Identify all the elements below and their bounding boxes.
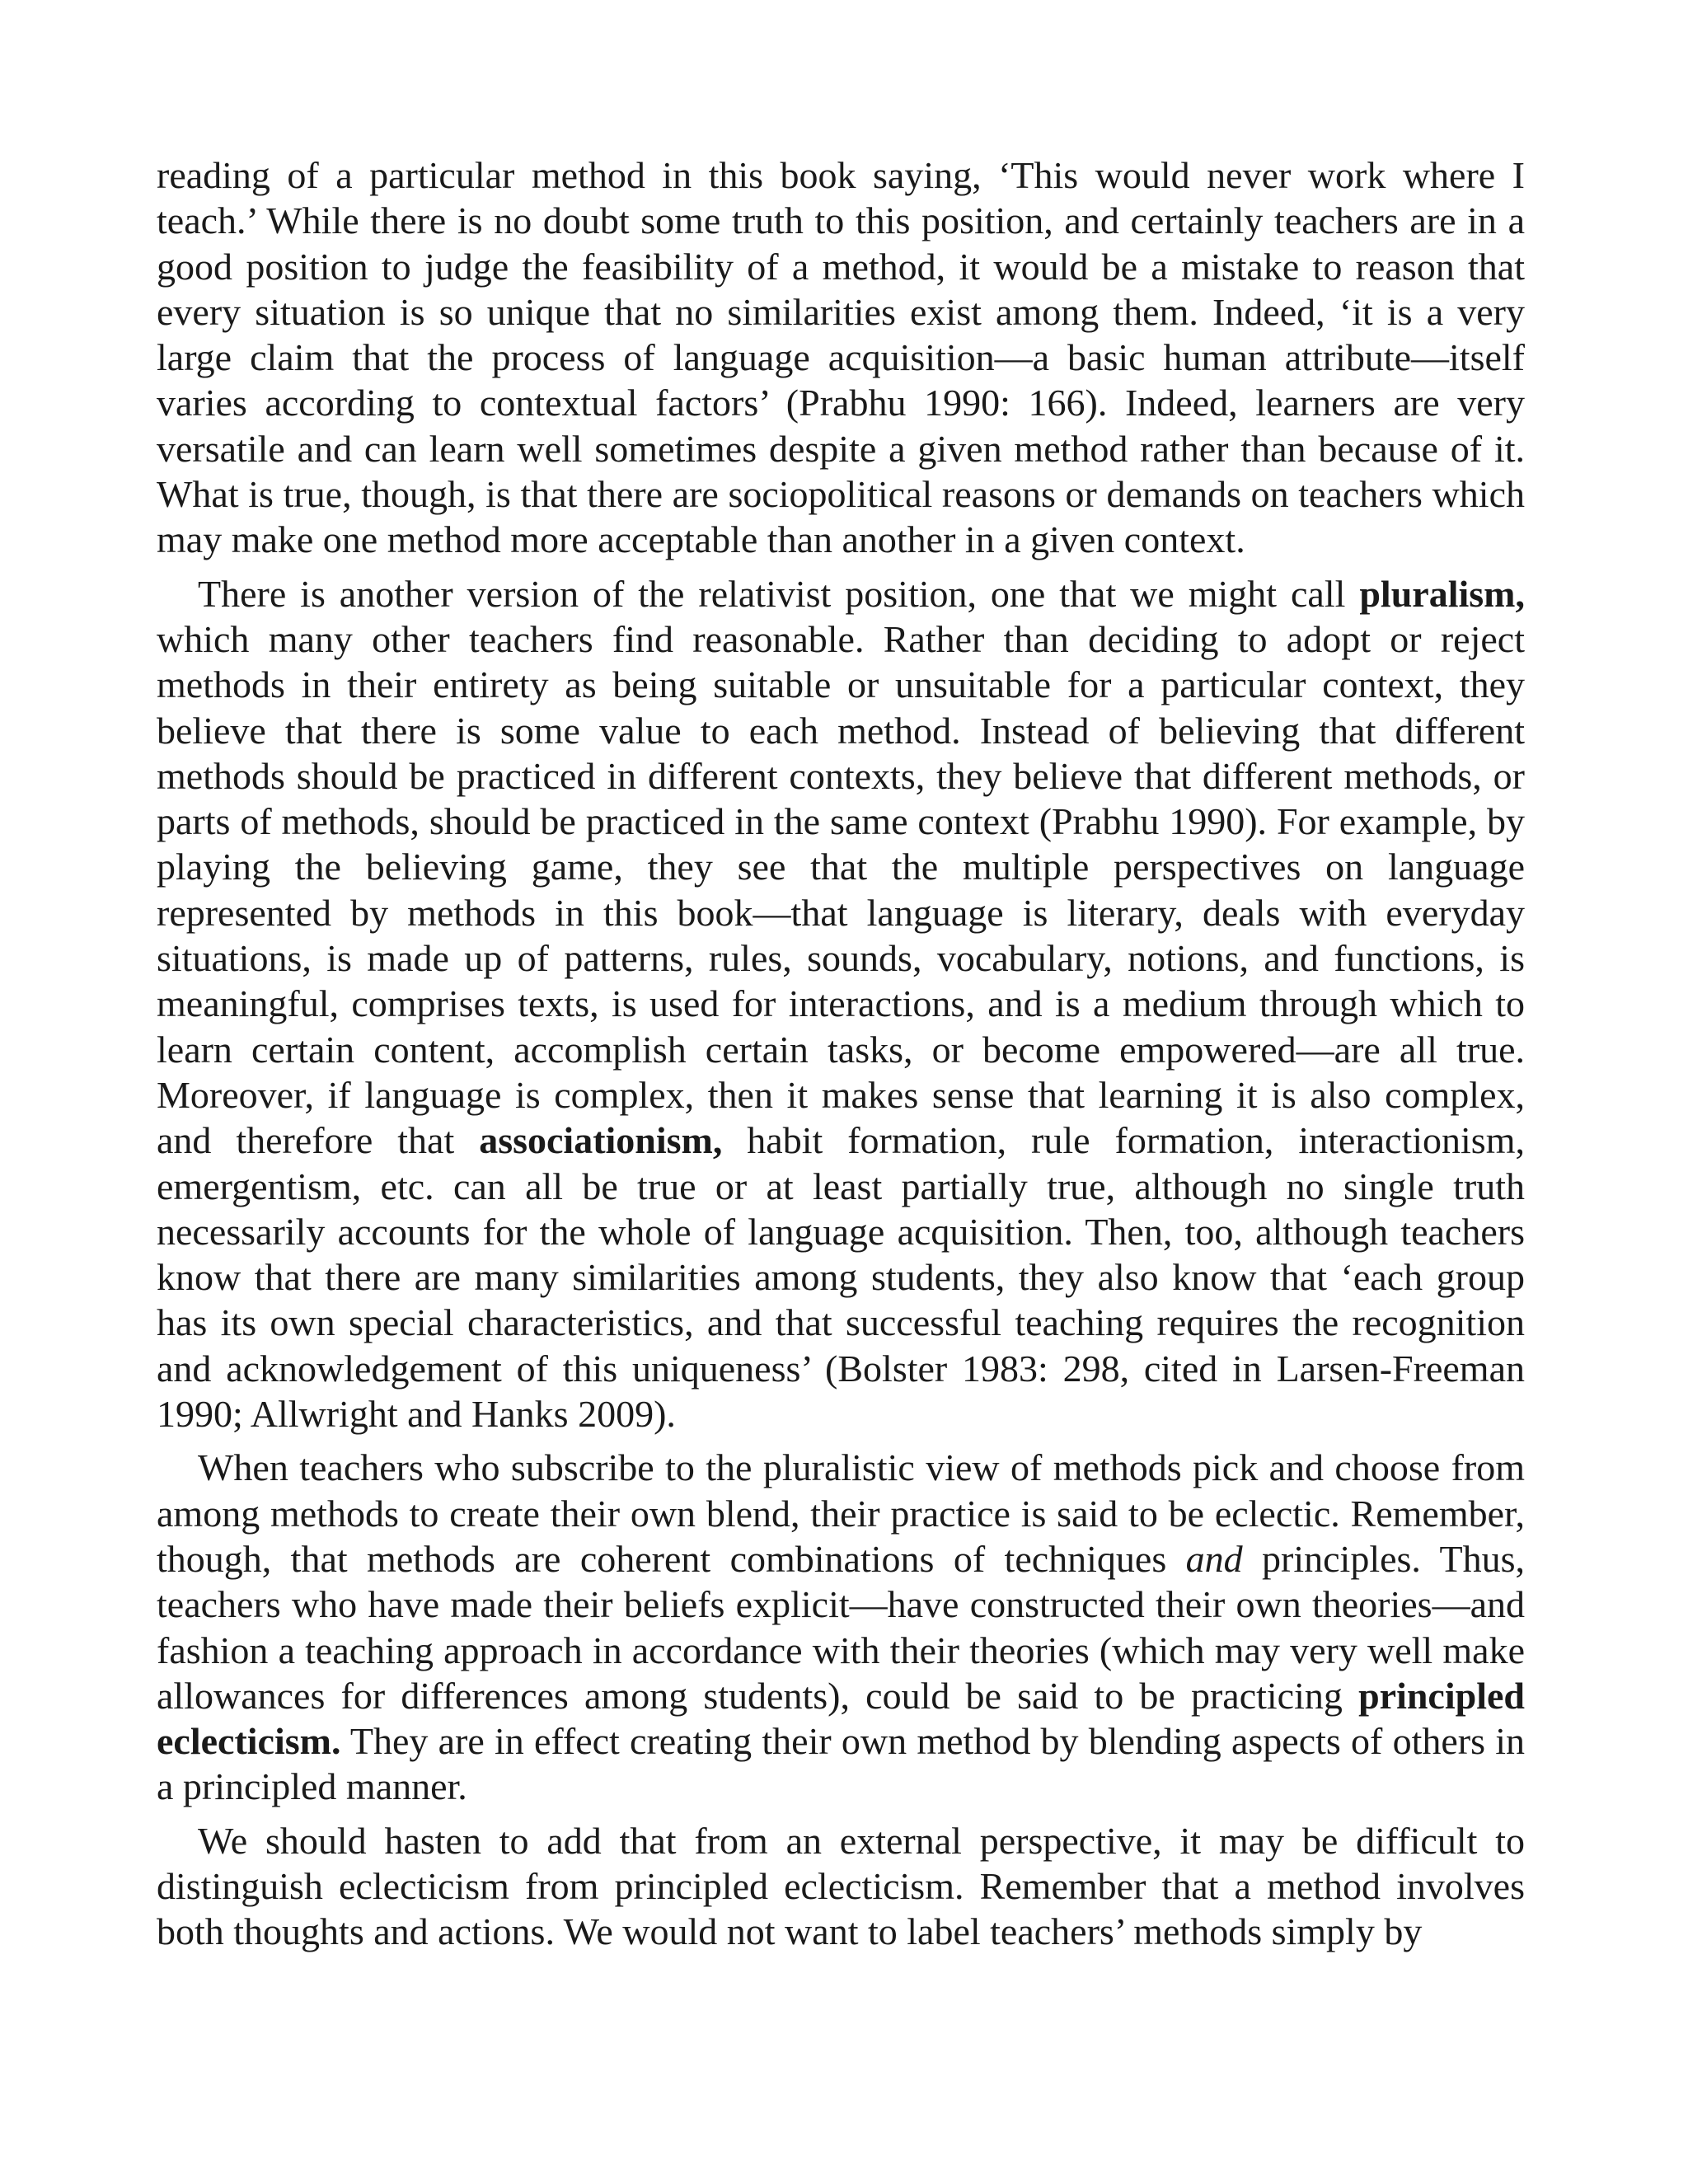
text-run: which many other teachers find reasonable. Rather than deciding to adopt or reject methods in their entirety as being suitable or unsuitable for a particular context, they believe that there is some value to each method. Instead of believing that different methods should be practiced in different contexts, they believe that different methods, or parts of methods, should be practiced in the same context (Prabhu 1990). For example, by playing the believing game, they see that the multiple perspectives on language represented by methods in this book—that language is literary, deals with everyday situations, is made up of patterns, rules, sounds, vocabulary, notions, and functions, is meaningful, comprises texts, is used for interactions, and is a medium through which to learn certain content, accomplish certain tasks, or become empowered—are all true. Moreover, if language is complex, then it makes sense that learning it is also complex, and therefore that <box>157 617 1525 1162</box>
text-run: We should hasten to add that from an external perspective, it may be difficult to distinguish eclecticism from principled eclecticism. Remember that a method involves both thoughts and actions. We would not want to label teachers’ methods simply by <box>157 1819 1525 1953</box>
text-run: reading of a particular method in this book saying, ‘This would never work where I teach.’ While there is no doubt some truth to this position, and certainly teachers are in a good position to judge the feasibility of a method, it would be a mistake to reason that every situation is so unique that no similarities exist among them. Indeed, ‘it is a very large claim that the process of language acquisition—a basic human attribute—itself varies according to contextual factors’ (Prabhu 1990: 166). Indeed, learners are very versatile and can learn well sometimes despite a given method rather than because of it. What is true, though, is that there are sociopolitical reasons or demands on teachers which may make one method more acceptable than another in a given context. <box>157 154 1525 561</box>
key-term-pluralism: pluralism, <box>1359 572 1525 615</box>
key-term-associationism: associationism, <box>479 1119 723 1162</box>
text-run: principles. Thus, teachers who have made their beliefs explicit—have constructed their own theories—and fashion a teaching approach in accordance with their theories (which may very well make allowances for differences among students), could be said to be practicing <box>157 1537 1525 1717</box>
page-body <box>157 152 1525 1963</box>
paragraph-3 <box>157 1445 1525 1809</box>
paragraph-2 <box>157 571 1525 1437</box>
text-run: There is another version of the relativist position, one that we might call <box>198 572 1360 615</box>
paragraph-1 <box>157 152 1525 563</box>
text-run: When teachers who subscribe to the pluralistic view of methods pick and choose from among methods to create their own blend, their practice is said to be eclectic. Remember, though, that methods are coherent combinations of techniques <box>157 1446 1525 1580</box>
key-term-principled-eclecticism: principled eclecticism. <box>157 1674 1525 1763</box>
paragraph-4 <box>157 1818 1525 1955</box>
text-run: They are in effect creating their own method by blending aspects of others in a principled manner. <box>157 1720 1525 1808</box>
text-run: habit formation, rule formation, interactionism, emergentism, etc. can all be true or at least partially true, although no single truth necessarily accounts for the whole of language acquisition. Then, too, although teachers know that there are many similarities among students, they also know that ‘each group has its own special characteristics, and that successful teaching requires the recognition and acknowledgement of this uniqueness’ (Bolster 1983: 298, cited in Larsen-Freeman 1990; Allwright and Hanks 2009). <box>157 1119 1525 1436</box>
emphasis-and: and <box>1185 1537 1243 1580</box>
